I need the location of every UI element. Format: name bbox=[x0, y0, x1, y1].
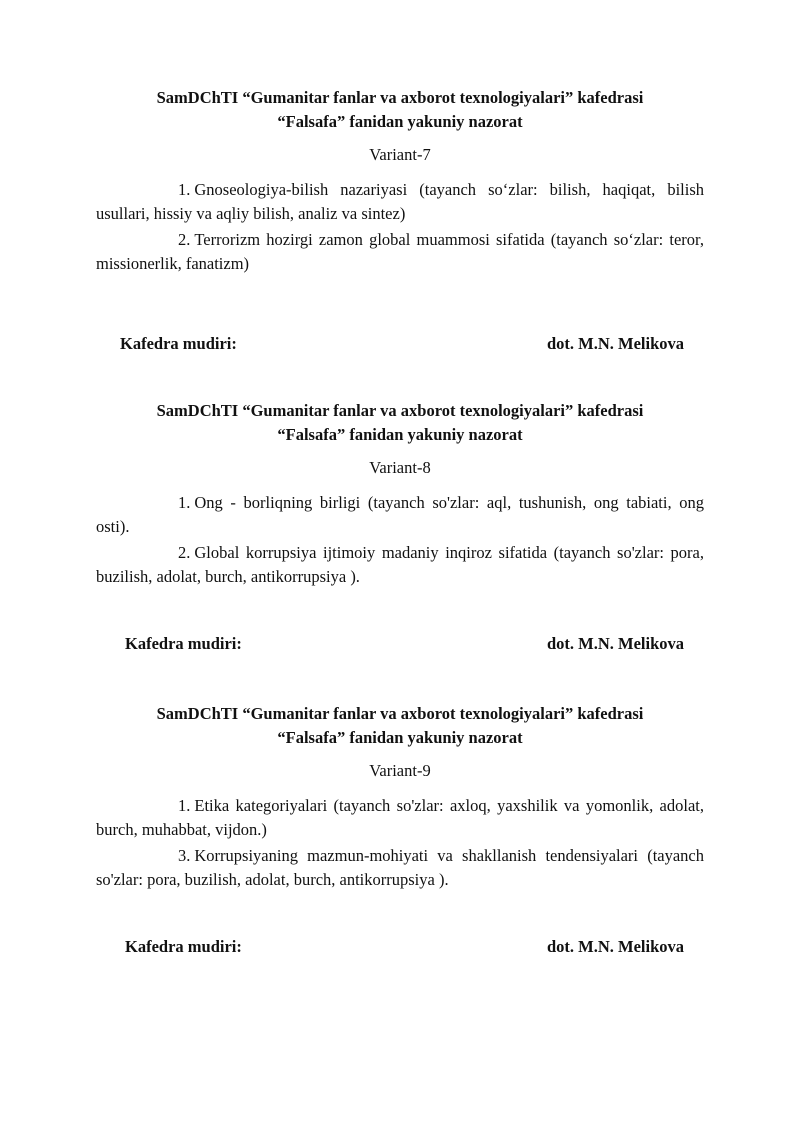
heading-line-2: “Falsafa” fanidan yakuniy nazorat bbox=[277, 112, 523, 131]
question-number: 2. bbox=[178, 230, 191, 249]
signature-name: dot. M.N. Melikova bbox=[546, 634, 684, 653]
signature-name: dot. M.N. Melikova bbox=[546, 937, 684, 956]
heading-line-2: “Falsafa” fanidan yakuniy nazorat bbox=[277, 425, 523, 444]
variant-label: Variant-9 bbox=[369, 761, 431, 780]
heading-line-1: SamDChTI “Gumanitar fanlar va axborot texnologiyalari” kafedrasi bbox=[156, 88, 644, 107]
question-text: Ong - borliqning birligi (tayanch so'zlar: aql, tushunish, ong tabiati, ong osti). bbox=[96, 493, 704, 536]
question-item bbox=[96, 178, 704, 226]
variant-label: Variant-8 bbox=[369, 458, 431, 477]
question-number: 2. bbox=[178, 543, 191, 562]
question-list bbox=[96, 178, 704, 276]
question-item bbox=[96, 844, 704, 892]
question-text: Global korrupsiya ijtimoiy madaniy inqiroz sifatida (tayanch so'zlar: pora, buzilish, adolat, burch, antikorrupsiya ). bbox=[96, 543, 704, 586]
question-list bbox=[96, 794, 704, 892]
heading-line-1: SamDChTI “Gumanitar fanlar va axborot texnologiyalari” kafedrasi bbox=[156, 401, 644, 420]
heading-line-1: SamDChTI “Gumanitar fanlar va axborot texnologiyalari” kafedrasi bbox=[156, 704, 644, 723]
variant-block-9 bbox=[96, 702, 704, 956]
variant-block-8 bbox=[96, 399, 704, 653]
question-item bbox=[96, 541, 704, 589]
question-text: Gnoseologiya-bilish nazariyasi (tayanch so‘zlar: bilish, haqiqat, bilish usullari, hissiy va aqliy bilish, analiz va sintez) bbox=[96, 180, 704, 223]
question-item bbox=[96, 228, 704, 276]
signature-title: Kafedra mudiri: bbox=[125, 937, 242, 956]
signature-title: Kafedra mudiri: bbox=[125, 634, 242, 653]
question-list bbox=[96, 491, 704, 589]
question-number: 3. bbox=[178, 846, 191, 865]
question-number: 1. bbox=[178, 180, 191, 199]
signature-name: dot. M.N. Melikova bbox=[546, 334, 684, 353]
question-number: 1. bbox=[178, 796, 191, 815]
question-text: Korrupsiyaning mazmun-mohiyati va shakllanish tendensiyalari (tayanch so'zlar: pora, buzilish, adolat, burch, antikorrupsiya ). bbox=[96, 846, 704, 889]
heading-line-2: “Falsafa” fanidan yakuniy nazorat bbox=[277, 728, 523, 747]
question-item bbox=[96, 794, 704, 842]
question-text: Terrorizm hozirgi zamon global muammosi sifatida (tayanch so‘zlar: teror, missionerlik, fanatizm) bbox=[96, 230, 704, 273]
block-heading bbox=[96, 702, 704, 750]
question-number: 1. bbox=[178, 493, 191, 512]
signature-title: Kafedra mudiri: bbox=[120, 334, 237, 353]
variant-block-7 bbox=[96, 86, 704, 353]
variant-label: Variant-7 bbox=[369, 145, 431, 164]
question-item bbox=[96, 491, 704, 539]
block-heading bbox=[96, 399, 704, 447]
question-text: Etika kategoriyalari (tayanch so'zlar: axloq, yaxshilik va yomonlik, adolat, burch, muhabbat, vijdon.) bbox=[96, 796, 704, 839]
block-heading bbox=[96, 86, 704, 134]
